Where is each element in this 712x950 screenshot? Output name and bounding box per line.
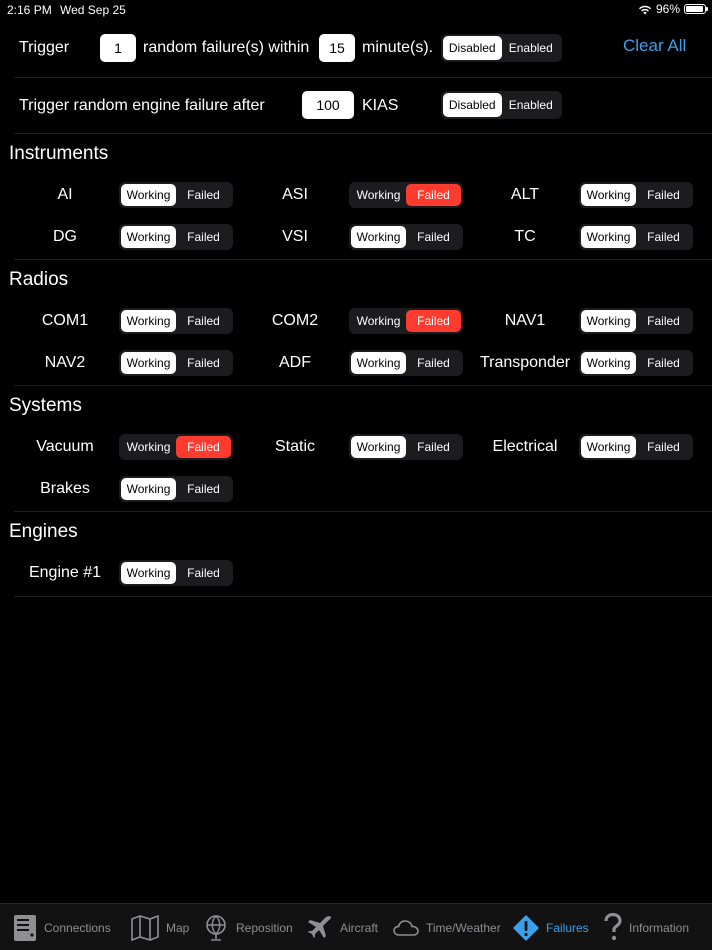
failure-asi-option-failed[interactable]: Failed [406,184,461,206]
failure-toggle-nav2[interactable] [119,350,233,376]
cloud-icon [392,918,420,938]
question-icon [603,913,623,943]
tab-information[interactable] [603,904,689,950]
failure-ai-option-failed[interactable]: Failed [187,188,220,202]
failure-count-input[interactable] [100,34,136,62]
failure-asi-option-working[interactable]: Working [356,188,401,202]
battery-percent: 96% [655,2,680,16]
failure-label-brakes: Brakes [40,480,90,497]
failure-vacuum-option-working[interactable]: Working [126,440,171,454]
failure-nav1-option-failed[interactable]: Failed [647,314,680,328]
failure-label-dg: DG [53,228,77,245]
failure-com1-option-working[interactable]: Working [121,310,176,332]
engine-failure-toggle[interactable] [441,91,562,119]
failure-toggle-alt[interactable] [579,182,693,208]
failure-alt-option-failed[interactable]: Failed [647,188,680,202]
failure-static-option-working[interactable]: Working [351,436,406,458]
failure-minutes-input[interactable] [319,34,355,62]
failure-alt-option-working[interactable]: Working [581,184,636,206]
failure-vsi-option-working[interactable]: Working [351,226,406,248]
server-icon [12,913,38,943]
status-right [638,2,706,16]
failure-dg-option-working[interactable]: Working [121,226,176,248]
divider [14,511,712,512]
failure-label-engine-1: Engine #1 [28,564,102,581]
failure-label-alt: ALT [510,186,540,203]
failure-engine-1-option-working[interactable]: Working [121,562,176,584]
failure-label-nav2: NAV2 [44,354,86,371]
failure-label-vacuum: Vacuum [36,438,94,455]
random-failure-option-enabled[interactable]: Enabled [508,41,553,55]
failure-label-tc: TC [514,228,536,245]
tab-reposition[interactable] [204,904,293,950]
failure-vacuum-option-failed[interactable]: Failed [176,436,231,458]
divider [14,77,712,78]
globe-icon [204,913,230,943]
clear-all-button[interactable]: Clear All [623,36,687,55]
failure-toggle-com1[interactable] [119,308,233,334]
failure-com2-option-working[interactable]: Working [356,314,401,328]
tab-label: Map [166,920,190,935]
failure-com1-option-failed[interactable]: Failed [187,314,220,328]
failure-adf-option-working[interactable]: Working [351,352,406,374]
failure-ai-option-working[interactable]: Working [121,184,176,206]
failure-brakes-option-working[interactable]: Working [121,478,176,500]
failure-dg-option-failed[interactable]: Failed [187,230,220,244]
engine-failure-option-enabled[interactable]: Enabled [508,98,553,112]
failure-toggle-vsi[interactable] [349,224,463,250]
failure-nav1-option-working[interactable]: Working [581,310,636,332]
failure-label-com1: COM1 [41,312,89,329]
trigger-label: Trigger [19,39,70,56]
failure-toggle-vacuum[interactable] [119,434,233,460]
tab-label: Reposition [236,920,293,935]
battery-icon [684,4,706,14]
engine-speed-input[interactable] [302,91,354,119]
failure-transponder-option-working[interactable]: Working [581,352,636,374]
tab-connections[interactable] [12,904,111,950]
divider [14,385,712,386]
wifi-icon [638,4,652,15]
failure-vsi-option-failed[interactable]: Failed [417,230,450,244]
failure-toggle-adf[interactable] [349,350,463,376]
tab-label: Aircraft [340,920,379,935]
tab-label: Failures [546,920,589,935]
failure-label-vsi: VSI [282,228,308,245]
section-title-instruments: Instruments [9,143,109,164]
trigger-minutes-label: minute(s). [362,39,434,56]
tab-aircraft[interactable] [306,904,378,950]
failure-com2-option-failed[interactable]: Failed [406,310,461,332]
battery-fill [686,6,703,12]
failure-toggle-brakes[interactable] [119,476,233,502]
failure-toggle-transponder[interactable] [579,350,693,376]
failure-toggle-static[interactable] [349,434,463,460]
tab-time-weather[interactable] [392,904,501,950]
failure-label-static: Static [274,438,315,455]
failure-toggle-com2[interactable] [349,308,463,334]
status-time: 2:16 PM [7,3,52,17]
engine-failure-option-disabled[interactable]: Disabled [443,93,502,117]
divider [14,596,712,597]
failure-nav2-option-working[interactable]: Working [121,352,176,374]
section-title-radios: Radios [9,269,69,290]
failure-toggle-nav1[interactable] [579,308,693,334]
random-failure-option-disabled[interactable]: Disabled [443,36,502,60]
engine-trigger-label: Trigger random engine failure after [19,97,265,114]
failure-toggle-ai[interactable] [119,182,233,208]
failure-label-asi: ASI [282,186,308,203]
failure-label-adf: ADF [279,354,311,371]
tab-label: Information [629,920,690,935]
tab-label: Connections [44,920,111,935]
divider [14,133,712,134]
engine-speed-unit: KIAS [362,97,399,114]
failure-electrical-option-working[interactable]: Working [581,436,636,458]
failure-nav2-option-failed[interactable]: Failed [187,356,220,370]
failure-label-com2: COM2 [271,312,319,329]
failure-label-ai: AI [57,186,73,203]
divider [14,259,712,260]
failure-electrical-option-failed[interactable]: Failed [647,440,680,454]
tab-label: Time/Weather [426,920,501,935]
failure-toggle-electrical[interactable] [579,434,693,460]
tab-failures[interactable] [512,904,589,950]
failure-label-electrical: Electrical [492,438,558,455]
failure-toggle-asi[interactable] [349,182,463,208]
failure-adf-option-failed[interactable]: Failed [417,356,450,370]
failure-tc-option-working[interactable]: Working [581,226,636,248]
status-bar [0,0,712,20]
failure-brakes-option-failed[interactable]: Failed [187,482,220,496]
section-title-systems: Systems [9,395,82,416]
failure-engine-1-option-failed[interactable]: Failed [187,566,220,580]
failure-label-nav1: NAV1 [504,312,546,329]
failure-toggle-dg[interactable] [119,224,233,250]
failure-toggle-tc[interactable] [579,224,693,250]
tab-map[interactable] [130,904,189,950]
failure-tc-option-failed[interactable]: Failed [647,230,680,244]
failure-toggle-engine-1[interactable] [119,560,233,586]
status-date: Wed Sep 25 [60,3,126,17]
tab-bar [0,903,712,950]
map-icon [130,914,160,942]
airplane-icon [306,914,334,942]
warning-icon [512,914,540,942]
failure-label-transponder: Transponder [479,354,571,371]
failure-transponder-option-failed[interactable]: Failed [647,356,680,370]
random-failure-toggle[interactable] [441,34,562,62]
failure-static-option-failed[interactable]: Failed [417,440,450,454]
trigger-within-label: random failure(s) within [143,39,310,56]
section-title-engines: Engines [9,521,78,542]
